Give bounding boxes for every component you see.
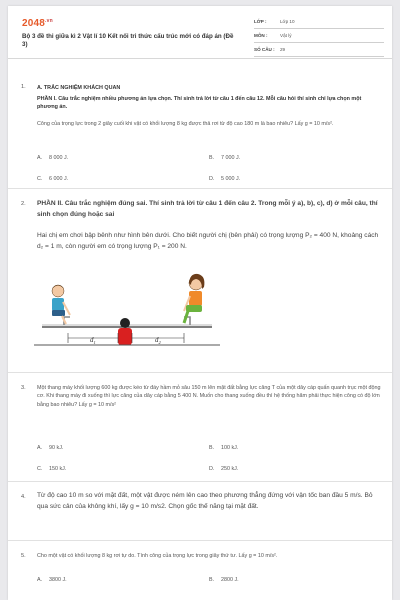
section-heading: A. TRẮC NGHIỆM KHÁCH QUAN bbox=[37, 85, 121, 91]
option-key: B. bbox=[209, 445, 215, 451]
part-instruction: PHẦN II. Câu trắc nghiệm đúng sai. Thí sinh trả lời từ câu 1 đến câu 2. Trong mỗi ý a), b), c), d) ở mỗi câu, thí sinh chọn đúng hoặc sai bbox=[37, 200, 378, 218]
question-text: Công của trọng lực trong 2 giây cuối khi vật có khối lượng 8 kg được thả rơi từ độ cao 180 m là bao nhiêu? Lấy g = 10 m/s². bbox=[37, 121, 334, 127]
option-key: A. bbox=[37, 577, 43, 583]
option-c[interactable] bbox=[37, 176, 68, 182]
option-a[interactable] bbox=[37, 445, 63, 451]
pivot-hub bbox=[120, 318, 130, 328]
option-a[interactable] bbox=[37, 577, 67, 583]
meta-subject-label: MÔN : bbox=[254, 33, 268, 38]
site-logo[interactable] bbox=[22, 18, 53, 29]
option-value: 250 kJ. bbox=[221, 466, 239, 472]
logo-suffix: .vn bbox=[45, 18, 53, 24]
seesaw-figure bbox=[34, 271, 224, 361]
option-b[interactable] bbox=[209, 155, 240, 161]
option-key: D. bbox=[209, 176, 215, 182]
exam-page bbox=[8, 6, 392, 600]
question-text: Cho một vật có khối lượng 8 kg rơi tự do. Tính công của trọng lực trong giây thứ tư. Lấy g = 10 m/s². bbox=[37, 553, 278, 559]
meta-count-label: SỐ CÂU : bbox=[254, 47, 275, 52]
question-2 bbox=[8, 189, 392, 373]
option-key: A. bbox=[37, 445, 43, 451]
option-value: 8 000 J. bbox=[49, 155, 69, 161]
question-number: 1. bbox=[21, 84, 26, 90]
question-number: 4. bbox=[21, 494, 26, 500]
option-d[interactable] bbox=[209, 176, 240, 182]
question-number: 5. bbox=[21, 553, 26, 559]
meta-count bbox=[254, 44, 384, 57]
option-key: B. bbox=[209, 155, 215, 161]
girl-figure bbox=[184, 274, 204, 323]
d1-label: $d_1$ bbox=[90, 336, 96, 345]
logo-text: 2048 bbox=[22, 18, 46, 29]
d2-label: $d_2$ bbox=[155, 336, 161, 345]
option-value: 5 000 J. bbox=[221, 176, 241, 182]
question-text: Hai chị em chơi bập bênh như hình bên dưới. Cho biết người chị (bên phải) có trọng lượng P₂ = 400 N, khoảng cách d₂ = 1 m, còn người em có trọng lượng P₁ = 200 N. bbox=[37, 232, 379, 250]
question-5 bbox=[8, 541, 392, 600]
question-1 bbox=[8, 64, 392, 189]
exam-header bbox=[8, 6, 392, 59]
meta-count-value: 29 bbox=[280, 47, 286, 52]
meta-class-label: LỚP : bbox=[254, 19, 267, 24]
question-text: Từ độ cao 10 m so với mặt đất, một vật được ném lên cao theo phương thẳng đứng với vận tốc ban đầu 5 m/s. Bỏ qua sức cản của không khí, lấy g = 10 m/s2. Chọn gốc thế năng tại mặt đất. bbox=[37, 492, 373, 510]
option-b[interactable] bbox=[209, 445, 238, 451]
option-d[interactable] bbox=[209, 466, 238, 472]
question-text: Một thang máy khối lượng 600 kg được kéo từ đáy hầm mỏ sâu 150 m lên mặt đất bằng lực căng T của một dây cáp quấn quanh trục một động cơ. Khi thang máy đi xuống thì lực căng của dây cáp bằng 5 400 N. Muốn cho thang xuống đều thì hệ thống hãm phải thực hiện công có độ lớn bằng bao nhiêu? Lấy g = 10 m/s² bbox=[37, 385, 381, 408]
question-number: 3. bbox=[21, 385, 26, 391]
option-value: 100 kJ. bbox=[221, 445, 239, 451]
option-value: 90 kJ. bbox=[49, 445, 64, 451]
question-number: 2. bbox=[21, 201, 26, 207]
part-instruction: PHẦN I. Câu trắc nghiệm nhiều phương án lựa chọn. Thí sinh trả lời từ câu 1 đến câu 12. Mỗi câu hỏi thí sinh chỉ lựa chọn một phương án. bbox=[37, 96, 362, 111]
option-value: 6 000 J. bbox=[49, 176, 69, 182]
option-key: A. bbox=[37, 155, 43, 161]
meta-class bbox=[254, 16, 384, 29]
option-c[interactable] bbox=[37, 466, 66, 472]
question-4 bbox=[8, 482, 392, 541]
meta-subject bbox=[254, 30, 384, 43]
question-3 bbox=[8, 373, 392, 482]
seesaw-pivot bbox=[118, 328, 132, 345]
page-title: Bộ 3 đề thi giữa kì 2 Vật lí 10 Kết nối tri thức cấu trúc mới có đáp án (Đề 3) bbox=[22, 33, 234, 48]
meta-subject-value: Vật lý bbox=[280, 33, 292, 38]
option-key: B. bbox=[209, 577, 215, 583]
option-value: 150 kJ. bbox=[49, 466, 67, 472]
option-b[interactable] bbox=[209, 577, 239, 583]
exam-meta bbox=[254, 16, 384, 58]
meta-class-value: Lớp 10 bbox=[280, 19, 295, 24]
boy-figure bbox=[52, 285, 70, 324]
option-key: D. bbox=[209, 466, 215, 472]
option-value: 3800 J. bbox=[49, 577, 67, 583]
option-key: C. bbox=[37, 176, 43, 182]
option-a[interactable] bbox=[37, 155, 68, 161]
option-key: C. bbox=[37, 466, 43, 472]
option-value: 2800 J. bbox=[221, 577, 239, 583]
option-value: 7 000 J. bbox=[221, 155, 241, 161]
question-list bbox=[8, 64, 392, 600]
